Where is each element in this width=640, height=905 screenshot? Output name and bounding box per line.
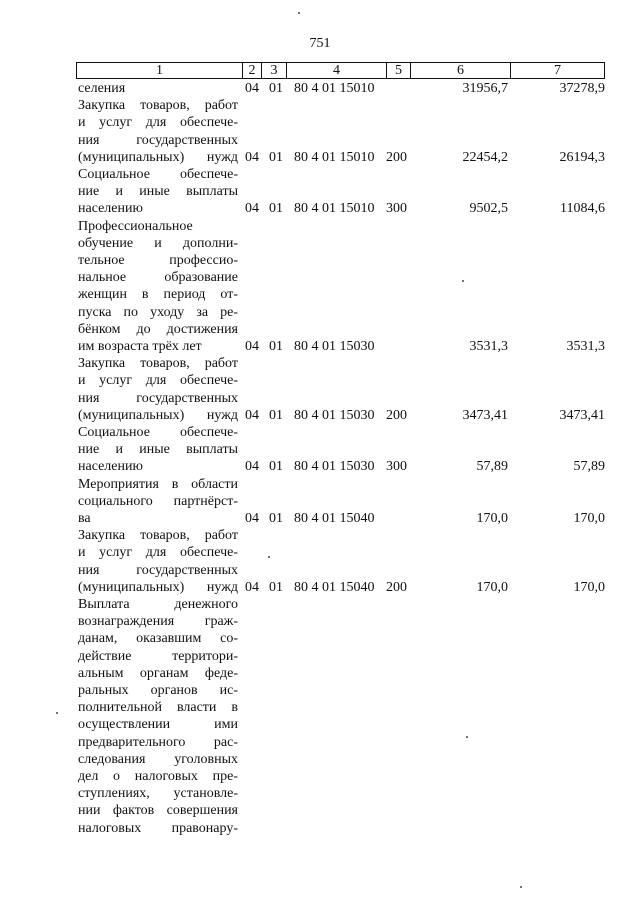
row-name-line: и услуг для обеспече-: [78, 115, 238, 131]
cell-c7: 57,89: [573, 459, 605, 475]
row-name-line: предварительного рас-: [78, 734, 238, 750]
cell-c4: 80 4 01 15030: [294, 459, 375, 475]
cell-c2: 04: [245, 338, 259, 354]
cell-c2: 04: [245, 579, 259, 595]
row-name-line: ступлениях, установле-: [78, 786, 238, 802]
cell-c4: 80 4 01 15010: [294, 201, 375, 217]
cell-c7: 26194,3: [559, 149, 605, 165]
row-name-line: селения: [78, 81, 126, 96]
cell-c2: 04: [245, 459, 259, 475]
table-row: [0, 596, 640, 837]
scan-speck: [462, 280, 464, 282]
row-name-line: вознаграждения граж-: [78, 614, 238, 630]
table-row: [0, 218, 640, 356]
cell-c4: 80 4 01 15040: [294, 579, 375, 595]
table-row: [0, 476, 640, 528]
row-name-line: (муниципальных) нужд: [78, 579, 238, 595]
row-name-line: Мероприятия в области: [78, 476, 238, 492]
row-name-line: им возраста трёх лет: [78, 339, 202, 355]
row-name-line: нии фактов совершения: [78, 803, 238, 819]
row-name-line: пуска по уходу за ре-: [78, 304, 238, 320]
cell-c2: 04: [245, 510, 259, 526]
row-name-line: действие территори-: [78, 648, 238, 664]
cell-c6: 22454,2: [462, 149, 508, 165]
cell-c6: 3531,3: [469, 338, 508, 354]
header-col-4: 4: [287, 63, 387, 78]
row-name-line: Социальное обеспече-: [78, 167, 238, 182]
cell-c5: 300: [386, 459, 407, 475]
row-name-line: обучение и дополни-: [78, 235, 238, 251]
cell-c4: 80 4 01 15010: [294, 149, 375, 165]
row-name: [78, 476, 238, 528]
table-row: [0, 424, 640, 476]
scan-speck: [56, 712, 58, 714]
cell-c4: 80 4 01 15030: [294, 407, 375, 423]
row-name-line: ния государственных: [78, 390, 238, 406]
row-name-line: населению: [78, 459, 143, 475]
row-name-line: дел о налоговых пре-: [78, 769, 238, 785]
row-name-line: следования уголовных: [78, 751, 238, 767]
cell-c2: 04: [245, 407, 259, 423]
table-row: [0, 80, 640, 114]
cell-c6: 170,0: [476, 510, 508, 526]
cell-c7: 37278,9: [559, 81, 605, 96]
row-name-line: налоговых правонару-: [78, 820, 238, 836]
cell-c7: 170,0: [573, 510, 605, 526]
cell-c2: 04: [245, 81, 259, 96]
page-number: 751: [309, 36, 331, 51]
row-name-line: Закупка товаров, работ: [78, 98, 238, 114]
cell-c4: 80 4 01 15030: [294, 338, 375, 354]
table-header: [76, 62, 605, 79]
row-name-line: населению: [78, 201, 143, 217]
scan-speck: [298, 12, 300, 14]
row-name: [78, 80, 238, 114]
cell-c3: 01: [269, 579, 283, 595]
row-name-line: альным органам феде-: [78, 665, 238, 681]
row-name-line: ния государственных: [78, 132, 238, 148]
cell-c6: 170,0: [476, 579, 508, 595]
scan-speck: [466, 736, 468, 738]
row-name-line: данам, оказавшим со-: [78, 631, 238, 647]
row-name: [78, 527, 238, 596]
cell-c6: 3473,41: [462, 407, 508, 423]
cell-c7: 11084,6: [560, 201, 605, 217]
header-col-1: 1: [77, 63, 243, 78]
header-col-5: 5: [387, 63, 411, 78]
cell-c7: 3473,41: [559, 407, 605, 423]
row-name: [78, 114, 238, 166]
row-name-line: (муниципальных) нужд: [78, 407, 238, 423]
cell-c3: 01: [269, 407, 283, 423]
table-row: [0, 355, 640, 424]
row-name-line: Профессиональное: [78, 218, 193, 234]
header-col-6: 6: [411, 63, 511, 78]
cell-c6: 57,89: [476, 459, 508, 475]
cell-c6: 9502,5: [469, 201, 508, 217]
cell-c2: 04: [245, 149, 259, 165]
row-name-line: и услуг для обеспече-: [78, 373, 238, 389]
row-name: [78, 424, 238, 476]
row-name-line: ния государственных: [78, 562, 238, 578]
cell-c2: 04: [245, 201, 259, 217]
cell-c5: 300: [386, 201, 407, 217]
cell-c6: 31956,7: [462, 81, 508, 96]
cell-c5: 200: [386, 579, 407, 595]
row-name: [78, 596, 238, 837]
cell-c3: 01: [269, 81, 283, 96]
row-name-line: и услуг для обеспече-: [78, 545, 238, 561]
header-col-2: 2: [243, 63, 262, 78]
cell-c5: 200: [386, 149, 407, 165]
row-name-line: Выплата денежного: [78, 597, 238, 612]
table-row: [0, 166, 640, 218]
cell-c3: 01: [269, 201, 283, 217]
cell-c7: 3531,3: [566, 338, 605, 354]
cell-c3: 01: [269, 338, 283, 354]
row-name-line: осуществлении ими: [78, 717, 238, 733]
row-name-line: ральных органов ис-: [78, 683, 238, 699]
cell-c7: 170,0: [573, 579, 605, 595]
row-name-line: женщин в период от-: [78, 287, 238, 303]
table-row: [0, 114, 640, 166]
row-name-line: ние и иные выплаты: [78, 184, 238, 200]
row-name-line: нальное образование: [78, 270, 238, 286]
row-name-line: полнительной власти в: [78, 700, 238, 716]
header-col-7: 7: [554, 63, 561, 78]
scan-speck: [520, 886, 522, 888]
row-name-line: ва: [78, 511, 91, 526]
row-name-line: ние и иные выплаты: [78, 442, 238, 458]
row-name-line: Социальное обеспече-: [78, 425, 238, 440]
row-name-line: (муниципальных) нужд: [78, 149, 238, 165]
scan-speck: [268, 556, 270, 558]
row-name-line: тельное профессио-: [78, 253, 238, 268]
row-name-line: бёнком до достижения: [78, 321, 238, 337]
row-name: [78, 166, 238, 218]
cell-c3: 01: [269, 510, 283, 526]
cell-c4: 80 4 01 15010: [294, 81, 375, 96]
row-name-line: социального партнёрст-: [78, 493, 238, 509]
row-name-line: Закупка товаров, работ: [78, 528, 238, 544]
cell-c5: 200: [386, 407, 407, 423]
cell-c4: 80 4 01 15040: [294, 510, 375, 526]
row-name-line: Закупка товаров, работ: [78, 356, 238, 372]
header-col-3: 3: [262, 63, 287, 78]
cell-c3: 01: [269, 459, 283, 475]
row-name: [78, 218, 238, 356]
row-name: [78, 355, 238, 424]
table-row: [0, 527, 640, 596]
cell-c3: 01: [269, 149, 283, 165]
